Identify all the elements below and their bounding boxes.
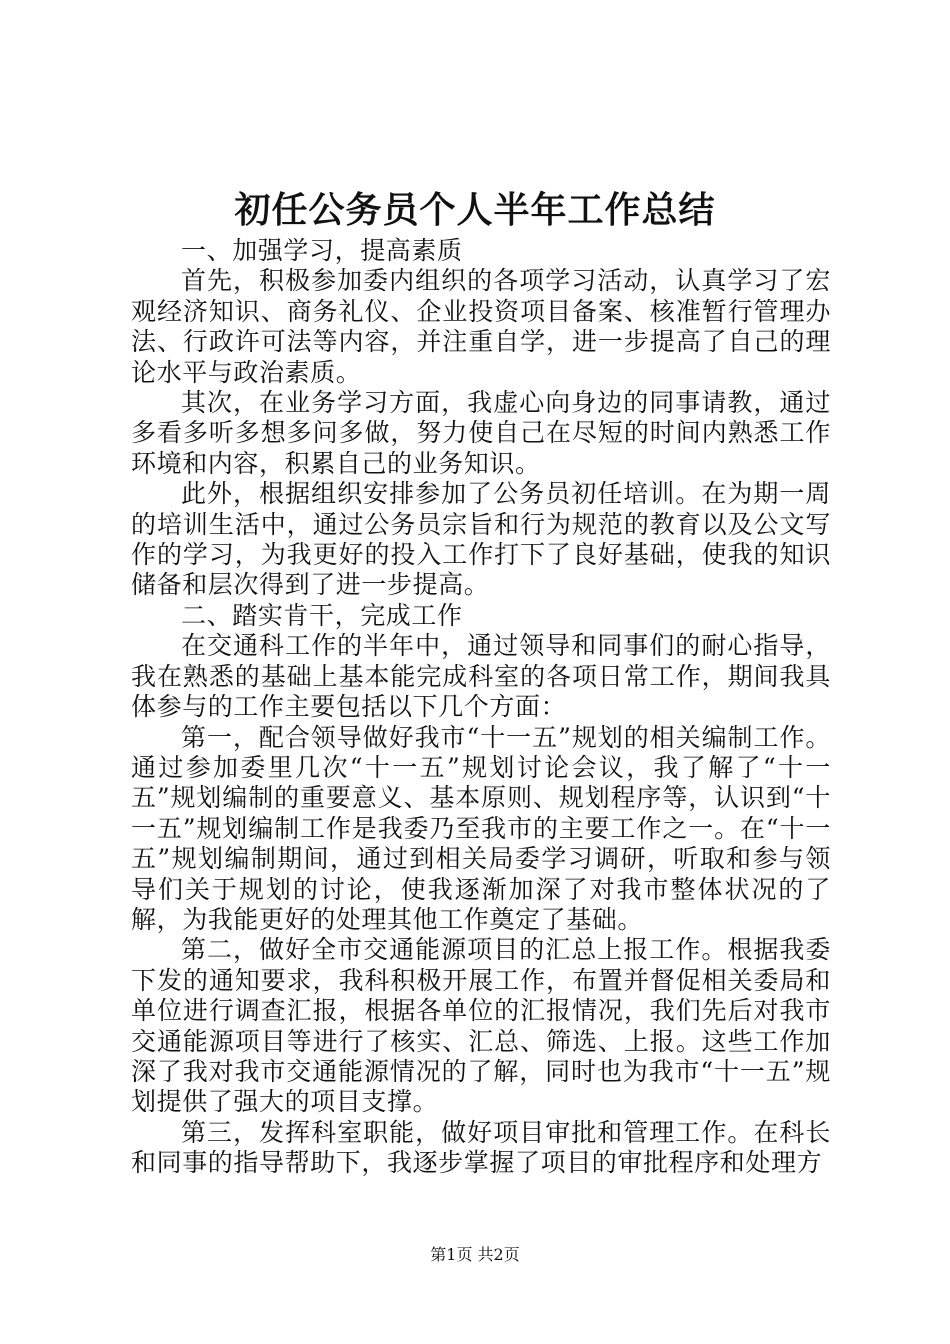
- paragraph: 此外，根据组织安排参加了公务员初任培训。在为期一周的培训生活中，通过公务员宗旨和行为规范的教育以及公文写作的学习，为我更好的投入工作打下了良好基础，使我的知识储备和层次得到了进一步提高。: [131, 479, 831, 600]
- paragraph: 其次，在业务学习方面，我虚心向身边的同事请教，通过多看多听多想多问多做，努力使自己在尽短的时间内熟悉工作环境和内容，积累自己的业务知识。: [131, 388, 831, 478]
- paragraph: 第三，发挥科室职能，做好项目审批和管理工作。在科长和同事的指导帮助下，我逐步掌握了项目的审批程序和处理方: [131, 1117, 831, 1178]
- section-heading-1: 一、加强学习，提高素质: [181, 236, 463, 265]
- document-title: 初任公务员个人半年工作总结: [234, 189, 716, 231]
- paragraph: 首先，积极参加委内组织的各项学习活动，认真学习了宏观经济知识、商务礼仪、企业投资项目备案、核准暂行管理办法、行政许可法等内容，并注重自学，进一步提高了自己的理论水平与政治素质。: [131, 266, 831, 387]
- section-heading-2: 二、踏实肯干，完成工作: [181, 600, 463, 630]
- paragraph: 第一，配合领导做好我市“十一五”规划的相关编制工作。通过参加委里几次“十一五”规划讨论会议，我了解了“十一五”规划编制的重要意义、基本原则、规划程序等，认识到“十一五”规划编制工作是我委乃至我市的主要工作之一。在“十一五”规划编制期间，通过到相关局委学习调研，听取和参与领导们关于规划的讨论，使我逐渐加深了对我市整体状况的了解，为我能更好的处理其他工作奠定了基础。: [131, 722, 831, 934]
- document-body: [131, 236, 831, 1179]
- page-footer: 第1页 共2页: [430, 1245, 520, 1264]
- paragraph: 在交通科工作的半年中，通过领导和同事们的耐心指导，我在熟悉的基础上基本能完成科室的各项日常工作，期间我具体参与的工作主要包括以下几个方面：: [131, 631, 831, 722]
- paragraph: 第二，做好全市交通能源项目的汇总上报工作。根据我委下发的通知要求，我科积极开展工作，布置并督促相关委局和单位进行调查汇报，根据各单位的汇报情况，我们先后对我市交通能源项目等进行了核实、汇总、筛选、上报。这些工作加深了我对我市交通能源情况的了解，同时也为我市“十一五”规划提供了强大的项目支撑。: [131, 935, 831, 1117]
